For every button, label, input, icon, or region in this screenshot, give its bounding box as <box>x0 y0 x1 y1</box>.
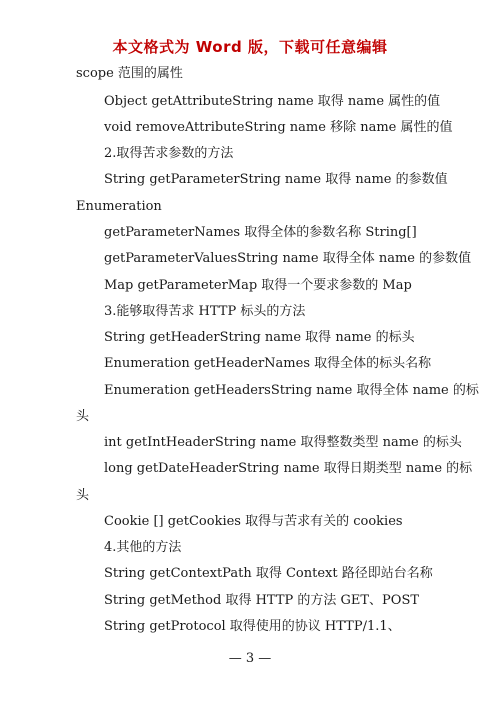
text-line: Object getAttributeString name 取得 name 属性的值 <box>104 94 441 109</box>
text-line: getParameterNames 取得全体的参数名称 String[] <box>104 225 417 240</box>
text-line: 2.取得苦求参数的方法 <box>104 146 234 161</box>
text-line: 3.能够取得苦求 HTTP 标头的方法 <box>104 304 306 319</box>
text-line: Cookie [] getCookies 取得与苦求有关的 cookies <box>104 514 403 529</box>
text-line: int getIntHeaderString name 取得整数类型 name 的标头 <box>104 435 462 450</box>
text-line: scope 范围的属性 <box>76 66 183 81</box>
text-line: String getParameterString name 取得 name 的参数值 <box>104 172 448 187</box>
text-line: 4.其他的方法 <box>104 540 182 555</box>
text-line: getParameterValuesString name 取得全体 name 的参数值 <box>104 251 472 266</box>
text-line: 头 <box>76 409 90 424</box>
text-line: Map getParameterMap 取得一个要求参数的 Map <box>104 278 412 293</box>
text-line: void removeAttributeString name 移除 name 属性的值 <box>104 120 453 135</box>
text-line: 头 <box>76 488 90 503</box>
text-line: Enumeration <box>76 199 162 214</box>
text-line: Enumeration getHeaderNames 取得全体的标头名称 <box>104 356 432 371</box>
text-line: String getContextPath 取得 Context 路径即站台名称 <box>104 566 433 581</box>
document-banner: 本文格式为 Word 版，下载可任意编辑 <box>112 38 388 56</box>
text-line: long getDateHeaderString name 取得日期类型 name 的标 <box>104 461 473 476</box>
text-line: Enumeration getHeadersString name 取得全体 name 的标 <box>104 383 479 398</box>
text-line: String getMethod 取得 HTTP 的方法 GET、POST <box>104 593 420 608</box>
page-number: — 3 — <box>228 651 272 666</box>
text-line: String getProtocol 取得使用的协议 HTTP/1.1、 <box>104 619 401 634</box>
text-line: String getHeaderString name 取得 name 的标头 <box>104 330 415 345</box>
